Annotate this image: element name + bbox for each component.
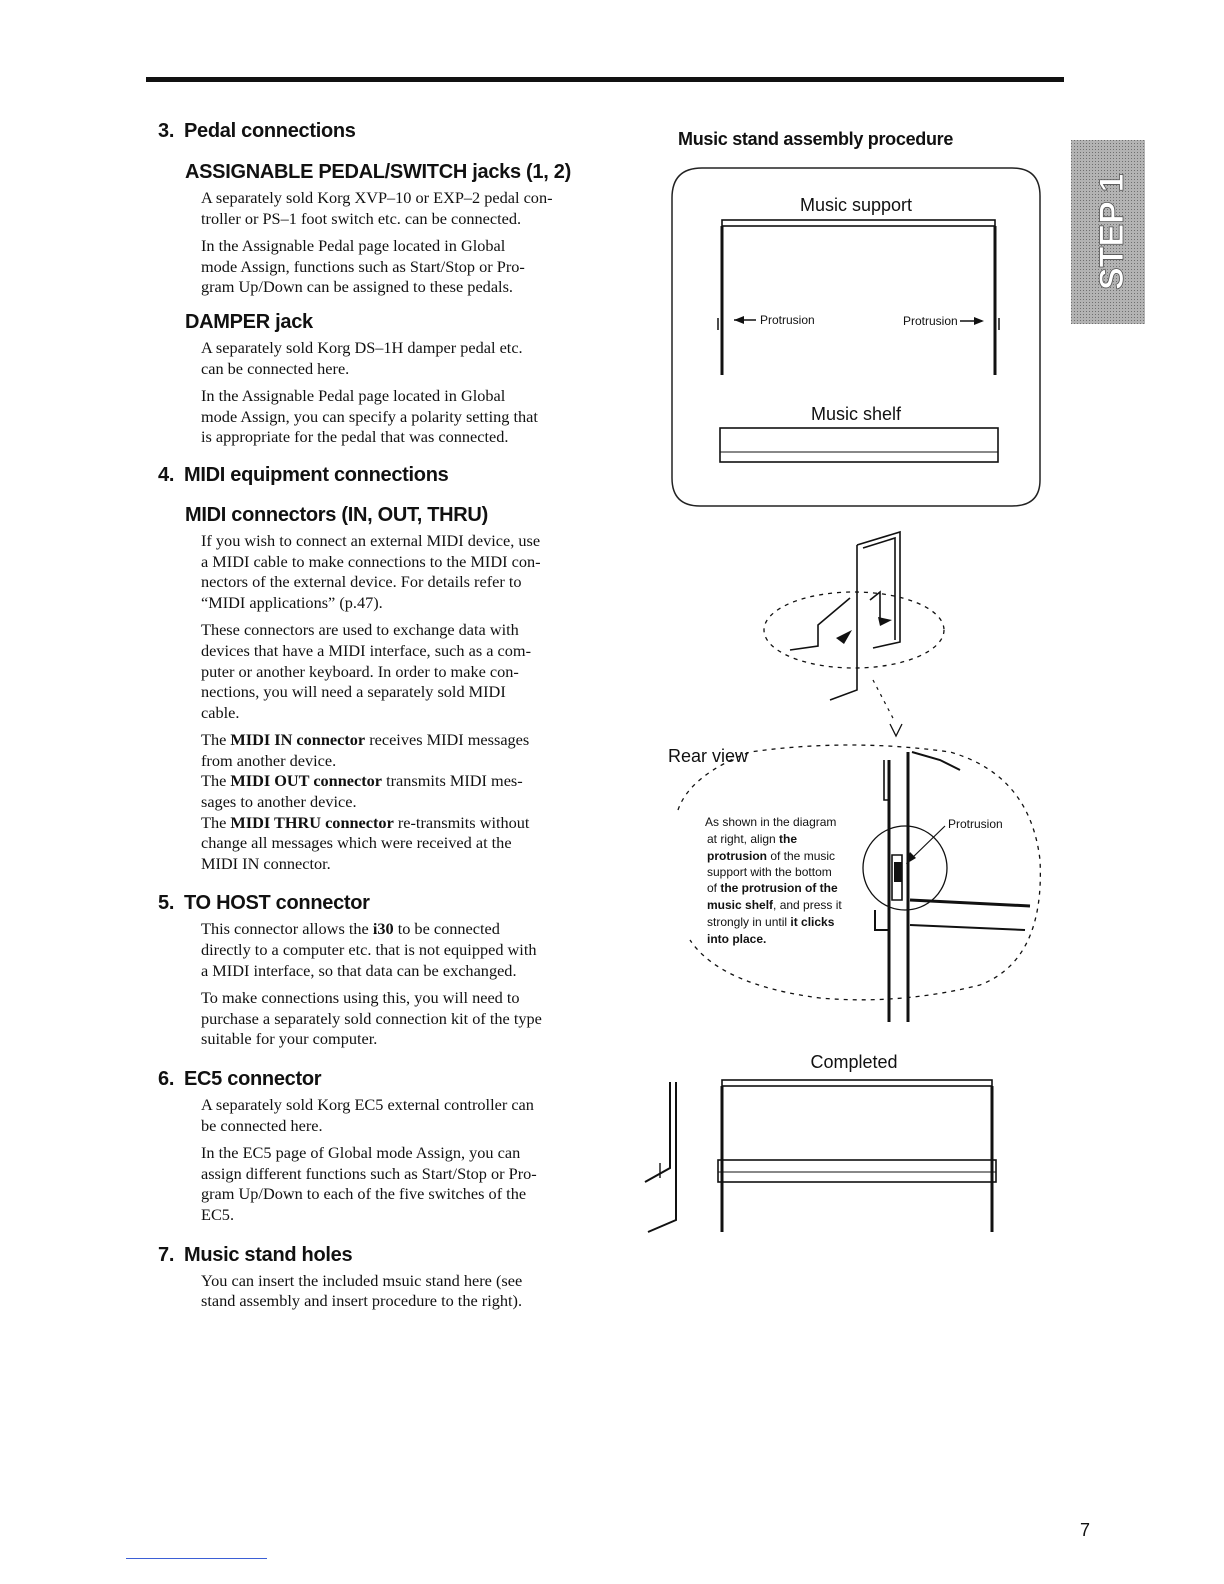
svg-text:support with the bottom: support with the bottom — [707, 865, 832, 879]
paragraph: In the Assignable Pedal page located in Global mode Assign, functions such as Start/Stop or Pro- gram Up/Down can be assigned to these pedals. — [201, 236, 525, 297]
arrowhead-icon — [734, 316, 744, 324]
step-tab-label: STEP 1 — [1093, 173, 1131, 290]
completed-label: Completed — [810, 1052, 898, 1072]
paragraph: These connectors are used to exchange data with devices that have a MIDI interface, such as a com- puter or another keyboard. In order to make con- nections, you will need a separately sold MIDI cable. — [201, 620, 531, 722]
paragraph: A separately sold Korg EC5 external controller can be connected here. — [201, 1095, 534, 1135]
section-heading — [158, 464, 598, 487]
paragraph: This connector allows the i30 to be connected directly to a computer etc. that is not equipped with a MIDI interface, so that data can be exchanged. — [201, 919, 537, 980]
svg-text:music shelf, and press it: music shelf, and press it — [707, 898, 842, 912]
paragraph: A separately sold Korg DS–1H damper pedal etc. can be connected here. — [201, 337, 523, 378]
section-number: 3. — [158, 120, 175, 142]
music-support-drawing — [718, 220, 999, 375]
section-ec5 — [158, 1068, 598, 1226]
svg-text:protrusion of the music: protrusion of the music — [707, 849, 836, 863]
section-heading — [158, 1068, 598, 1091]
svg-text:into place.: into place. — [707, 932, 767, 946]
subheading-midi-connectors: MIDI connectors (IN, OUT, THRU) — [185, 503, 488, 526]
music-support-label: Music support — [799, 195, 913, 215]
section-title: EC5 connector — [184, 1068, 322, 1090]
section-music-stand-holes — [158, 1244, 598, 1312]
section-pedal-connections — [158, 120, 598, 448]
paragraph: You can insert the included msuic stand here (see stand assembly and insert procedure to the right). — [201, 1270, 523, 1311]
rear-view-drawing — [678, 745, 1040, 1022]
paragraph: To make connections using this, you will need to purchase a separately sold connection kit of the type suitable for your computer. — [201, 988, 542, 1049]
left-column — [158, 120, 598, 1319]
svg-text:at right, align the: at right, align the — [707, 832, 798, 846]
music-shelf-drawing — [720, 428, 998, 462]
subheading-damper: DAMPER jack — [185, 310, 313, 333]
section-title: MIDI equipment connections — [184, 463, 449, 486]
arrowhead-icon — [906, 852, 916, 864]
protrusion-left-label: Protrusion — [760, 313, 815, 327]
section-title: Music stand holes — [184, 1243, 353, 1266]
rear-view-note — [705, 815, 842, 946]
subheading-assignable: ASSIGNABLE PEDAL/SWITCH jacks (1, 2) — [185, 161, 571, 183]
rear-view-label: Rear view — [668, 746, 749, 766]
section-number: 4. — [158, 463, 175, 486]
down-arrow-icon — [890, 724, 902, 736]
protrusion-rear-label: Protrusion — [948, 817, 1003, 831]
paragraph: In the EC5 page of Global mode Assign, you can assign different functions such as Start/Stop or Pro- gram Up/Down to each of the five switches of the EC5. — [201, 1143, 537, 1224]
section-number: 6. — [158, 1068, 175, 1090]
section-number: 7. — [158, 1243, 175, 1266]
arrow-icon — [878, 617, 892, 626]
step-tab — [1071, 140, 1145, 324]
section-heading — [158, 120, 598, 143]
paragraph: If you wish to connect an external MIDI device, use a MIDI cable to make connections to the MIDI con- nectors of the external device. For details refer to “MIDI applications” (p.47). — [201, 530, 541, 612]
parts-box — [672, 168, 1040, 506]
completed-drawing — [645, 1080, 996, 1232]
svg-text:As shown in the diagram: As shown in the diagram — [705, 815, 837, 829]
assembly-title: Music stand assembly procedure — [678, 129, 954, 149]
svg-text:strongly in until it clicks: strongly in until it clicks — [707, 915, 835, 929]
arrow-icon — [836, 630, 852, 644]
music-shelf-label: Music shelf — [810, 404, 902, 424]
section-to-host — [158, 892, 598, 1050]
page-number: 7 — [1080, 1520, 1091, 1540]
section-midi-connections — [158, 464, 598, 875]
insertion-detail-drawing — [764, 532, 944, 700]
paragraph: In the Assignable Pedal page located in Global mode Assign, you can specify a polarity setting that is appropriate for the pedal that was connected. — [201, 386, 538, 447]
section-title: TO HOST connector — [184, 892, 370, 915]
paragraph-midi-ports: The MIDI IN connector receives MIDI messages from another device. The MIDI OUT connector transmits MIDI mes- sages to another device. The MIDI THRU connector re-transmits without change all messages which were received at the MIDI IN connector. — [201, 730, 530, 873]
svg-text:of the protrusion of the: of the protrusion of the — [707, 881, 838, 895]
top-rule — [146, 77, 1064, 82]
paragraph: A separately sold Korg XVP–10 or EXP–2 pedal con- troller or PS–1 foot switch etc. can be connected. — [201, 188, 553, 228]
section-heading — [158, 1244, 598, 1267]
section-title: Pedal connections — [184, 120, 356, 142]
arrowhead-icon — [974, 317, 984, 325]
protrusion-right-label: Protrusion — [903, 314, 958, 328]
footer-line — [126, 1558, 267, 1559]
section-number: 5. — [158, 892, 175, 915]
section-heading — [158, 892, 598, 915]
